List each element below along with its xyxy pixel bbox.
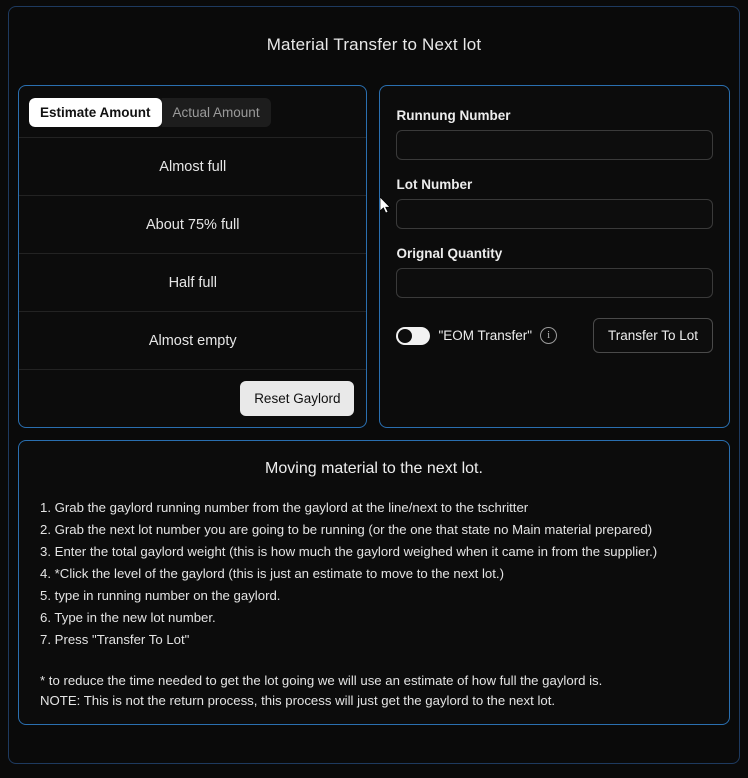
lot-number-field-block <box>396 177 713 229</box>
fill-option-almost-empty[interactable]: Almost empty <box>19 311 366 369</box>
transfer-to-lot-button[interactable]: Transfer To Lot <box>593 318 713 353</box>
tab-estimate-amount[interactable]: Estimate Amount <box>29 98 162 127</box>
fill-option-half-full[interactable]: Half full <box>19 253 366 311</box>
original-quantity-label: Orignal Quantity <box>396 246 503 261</box>
instruction-step: 7. Press "Transfer To Lot" <box>40 632 190 647</box>
instruction-step: 1. Grab the gaylord running number from the gaylord at the line/next to the tschritter <box>40 500 529 515</box>
estimate-amount-card <box>18 85 367 428</box>
instructions-title: Moving material to the next lot. <box>265 460 483 477</box>
tab-actual-amount[interactable]: Actual Amount <box>162 98 271 127</box>
info-icon[interactable]: i <box>540 327 557 344</box>
amount-mode-segmented-control[interactable] <box>29 98 271 127</box>
eom-transfer-toggle[interactable] <box>396 327 430 345</box>
running-number-field-block <box>396 108 713 160</box>
page-title: Material Transfer to Next lot <box>266 35 482 54</box>
fill-option-almost-full[interactable]: Almost full <box>19 137 366 195</box>
running-number-input[interactable] <box>396 130 713 160</box>
original-quantity-input[interactable] <box>396 268 713 298</box>
reset-row <box>19 369 366 427</box>
reset-gaylord-button[interactable]: Reset Gaylord <box>240 381 354 416</box>
eom-transfer-label: "EOM Transfer" <box>438 328 533 343</box>
instruction-step: 5. type in running number on the gaylord. <box>40 588 281 603</box>
lot-number-input[interactable] <box>396 199 713 229</box>
instruction-step: 4. *Click the level of the gaylord (this is just an estimate to move to the next lot.) <box>40 566 504 581</box>
instruction-step: 3. Enter the total gaylord weight (this is how much the gaylord weighed when it came in from the supplier.) <box>40 544 658 559</box>
lot-number-label: Lot Number <box>396 177 473 192</box>
instructions-card <box>18 440 730 725</box>
instruction-step: 6. Type in the new lot number. <box>40 610 216 625</box>
instruction-note: NOTE: This is not the return process, this process will just get the gaylord to the next lot. <box>40 693 556 708</box>
running-number-label: Runnung Number <box>396 108 511 123</box>
app-frame <box>8 6 740 764</box>
instruction-step: 2. Grab the next lot number you are going to be running (or the one that state no Main material prepared) <box>40 522 653 537</box>
toggle-knob <box>398 329 412 343</box>
eom-transfer-group <box>396 327 557 345</box>
fill-option-about-75-full[interactable]: About 75% full <box>19 195 366 253</box>
amount-mode-toggle-row <box>19 86 366 137</box>
original-quantity-field-block <box>396 246 713 298</box>
panels-row <box>9 85 739 428</box>
instruction-note: * to reduce the time needed to get the lot going we will use an estimate of how full the gaylord is. <box>40 673 603 688</box>
transfer-form-card <box>379 85 730 428</box>
transfer-actions-row <box>396 318 713 353</box>
